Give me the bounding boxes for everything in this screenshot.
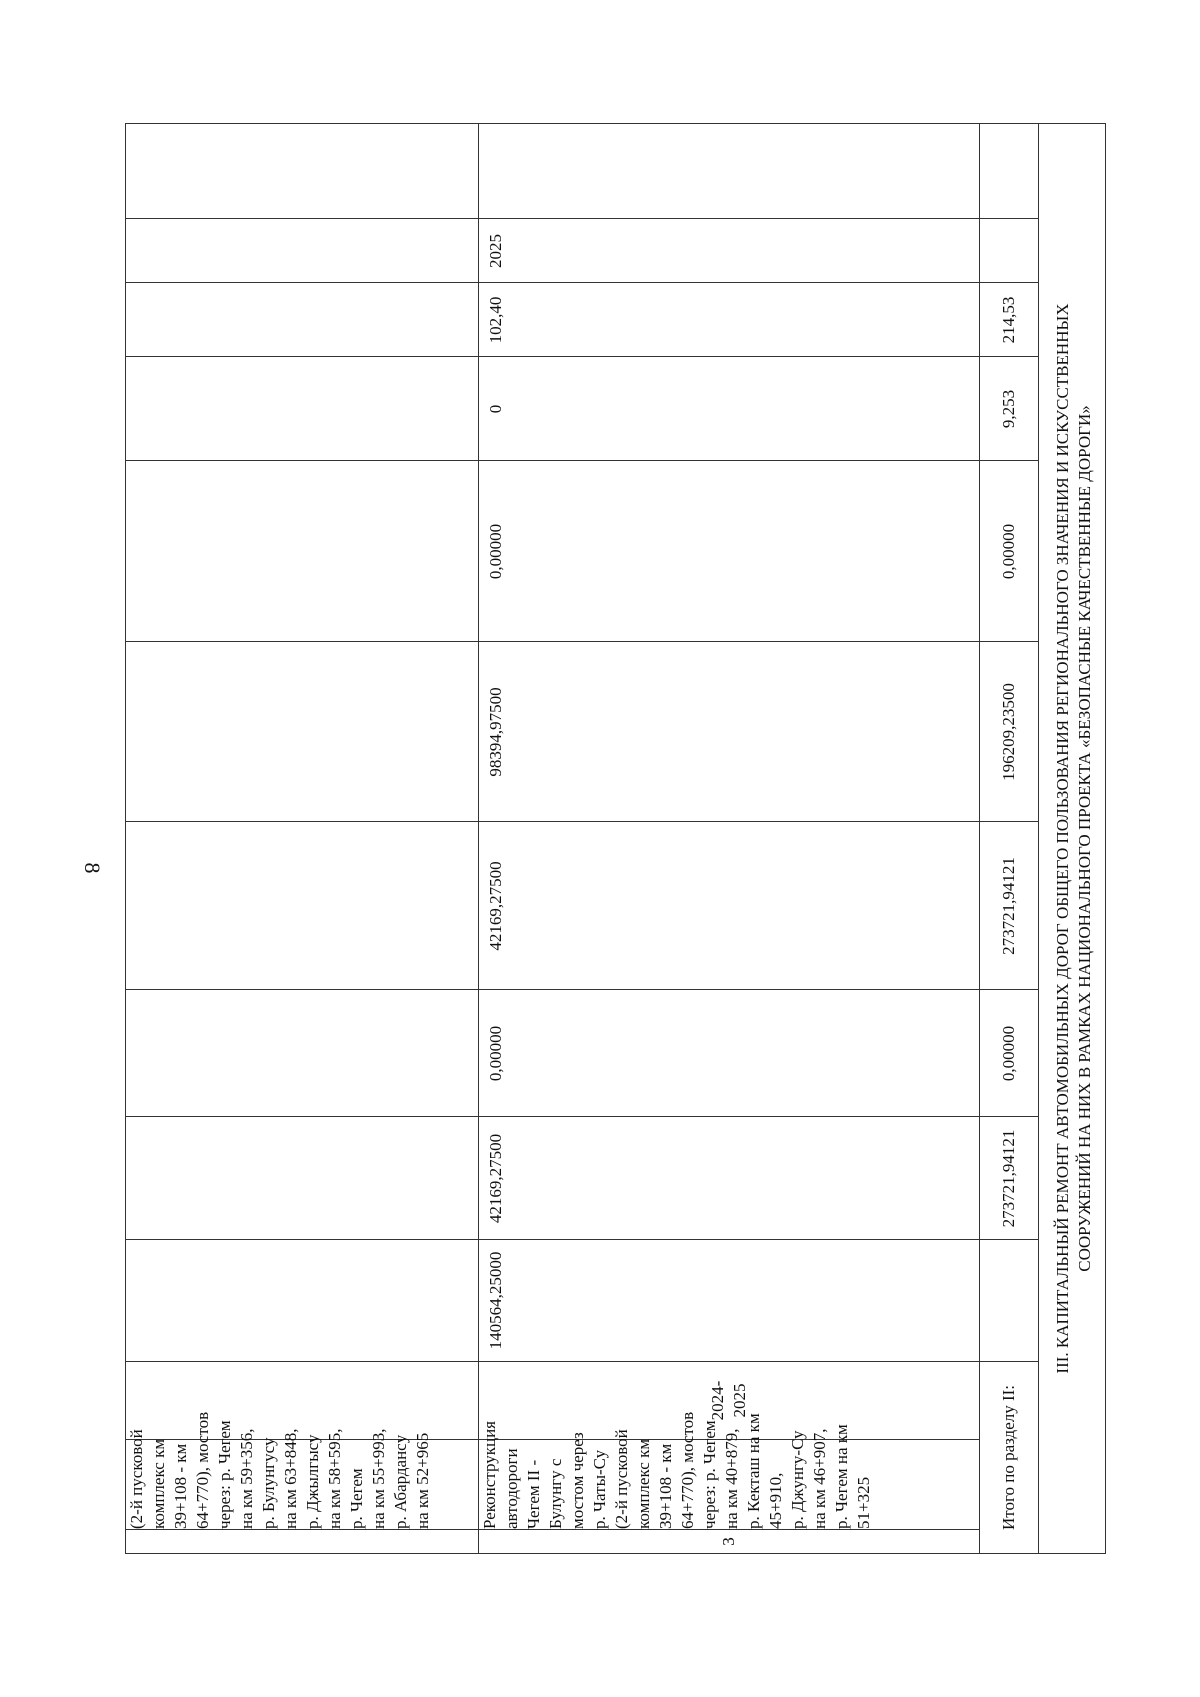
name-line: р. Чегем на км <box>832 1424 851 1529</box>
name-line: р. Чаты-Су <box>590 1449 609 1529</box>
name-line: 45+910, <box>766 1472 785 1529</box>
cont-line: 39+108 - км <box>171 1443 190 1529</box>
name-line: 51+325 <box>854 1476 873 1529</box>
name-line: (2-й пусковой <box>612 1429 631 1529</box>
value-cell: 98394,97500 <box>486 687 505 777</box>
value-cell: 42169,27500 <box>486 1133 505 1224</box>
program-table <box>125 123 1106 1554</box>
cont-line: р. Джылгысу <box>303 1434 322 1529</box>
object-values-cell <box>479 124 980 1362</box>
cont-line: комплекс км <box>149 1438 168 1529</box>
cont-name-cell <box>126 1411 479 1530</box>
object-row-3 <box>479 124 980 1554</box>
total-value: 0,00000 <box>999 1025 1018 1082</box>
row-index: 3 <box>479 1530 980 1554</box>
total-label: Итого по разделу II: <box>999 1384 1018 1531</box>
total-value: 9,253 <box>999 389 1018 429</box>
name-line: р. Джунгу-Су <box>788 1430 807 1529</box>
name-line: комплекс км <box>634 1438 653 1529</box>
cont-line: на км 55+993, <box>369 1428 388 1529</box>
total-values-cell <box>980 124 1039 1362</box>
total-value: 214,53 <box>999 296 1018 344</box>
cont-line: на км 52+965 <box>413 1432 432 1529</box>
cont-line: 64+770), мостов <box>193 1411 212 1529</box>
total-value: 0,00000 <box>999 523 1018 580</box>
name-line: Булунгу с <box>546 1458 565 1529</box>
cont-index-cell <box>126 1530 479 1554</box>
period-line-1: 2024- <box>708 1380 727 1421</box>
section-iii-title <box>1039 124 1106 1554</box>
cont-values-cell <box>126 124 479 1362</box>
cont-line: р. Абарданcу <box>391 1434 410 1529</box>
value-cell: 0,00000 <box>486 523 505 580</box>
name-line: Чегем II - <box>524 1459 543 1529</box>
continuation-row <box>126 124 479 1554</box>
name-line: на км 46+907, <box>810 1428 829 1529</box>
cont-line: через: р. Чегем <box>215 1420 234 1529</box>
value-cell: 2025 <box>486 234 505 268</box>
cont-line: р. Булунгусу <box>259 1437 278 1529</box>
rotated-table-page <box>125 124 1094 1554</box>
cont-line: на км 58+595, <box>325 1428 344 1529</box>
cont-line: на км 63+848, <box>281 1428 300 1529</box>
section-total-row <box>980 124 1039 1554</box>
cont-line: (2-й пусковой <box>127 1429 146 1529</box>
value-cell: 102,40 <box>486 296 505 344</box>
value-cell: 140564,25000 <box>486 1251 505 1350</box>
page-number: 8 <box>80 862 105 874</box>
name-line: на км 40+879, <box>722 1428 741 1529</box>
name-line: Реконструкция <box>480 1420 499 1529</box>
period-line-2: 2025 <box>730 1383 749 1418</box>
value-cell: 0 <box>486 404 505 414</box>
cont-period-cell <box>126 1362 479 1440</box>
name-line: 39+108 - км <box>656 1443 675 1529</box>
object-name-cell <box>479 1411 980 1530</box>
cont-line: на км 59+356, <box>237 1428 256 1529</box>
name-line: р. Кекташ на км <box>744 1413 763 1529</box>
name-line: автодороги <box>502 1448 521 1529</box>
name-line: 64+770), мостов <box>678 1411 697 1529</box>
total-value: 273721,94121 <box>999 857 1018 955</box>
section-iii-header-row <box>1039 124 1106 1554</box>
total-value: 273721,94121 <box>999 1129 1018 1228</box>
section-iii-line-2: СООРУЖЕНИЙ НА НИХ В РАМКАХ НАЦИОНАЛЬНОГО ПРОЕКТА «БЕЗОПАСНЫЕ КАЧЕСТВЕННЫЕ ДОРОГИ» <box>1075 405 1094 1272</box>
cont-line: р. Чегем <box>347 1468 366 1529</box>
name-line: мостом через <box>568 1432 587 1529</box>
value-cell: 0,00000 <box>486 1025 505 1082</box>
total-value: 196209,23500 <box>999 683 1018 781</box>
value-cell: 42169,27500 <box>486 861 505 951</box>
section-iii-line-1: III. КАПИТАЛЬНЫЙ РЕМОНТ АВТОМОБИЛЬНЫХ ДОРОГ ОБЩЕГО ПОЛЬЗОВАНИЯ РЕГИОНАЛЬНОГО ЗНАЧЕНИЯ И ИСКУССТВЕННЫХ <box>1053 303 1072 1374</box>
name-line: через: р. Чегем <box>700 1420 719 1529</box>
total-label-cell <box>980 1362 1039 1554</box>
